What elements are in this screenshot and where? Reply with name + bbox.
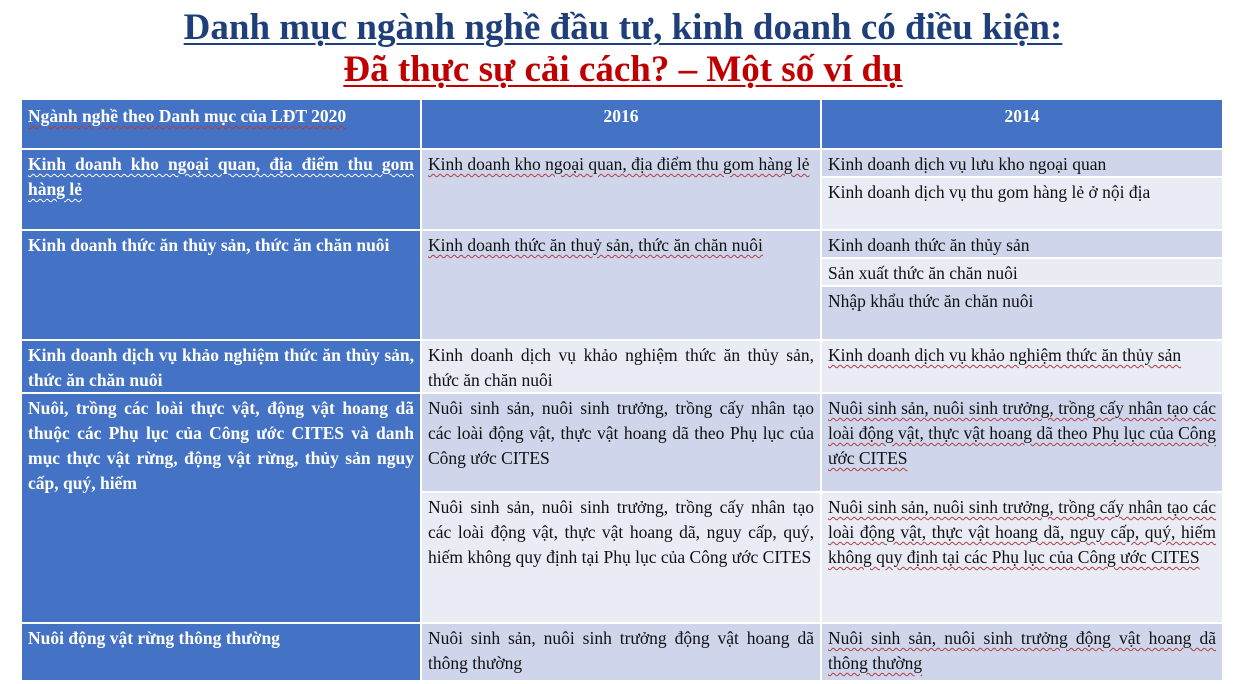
header-2014: 2014 xyxy=(822,100,1222,148)
header-2016: 2016 xyxy=(422,100,820,148)
cell-2016: Kinh doanh kho ngoại quan, địa điểm thu gom hàng lẻ xyxy=(422,150,820,229)
cell-2014: Nuôi sinh sản, nuôi sinh trưởng động vật hoang dã thông thường xyxy=(822,624,1222,680)
cell-2014: Nhập khẩu thức ăn chăn nuôi xyxy=(822,287,1222,339)
cell-2016: Kinh doanh thức ăn thuỷ sản, thức ăn chăn nuôi xyxy=(422,231,820,339)
cell-2014: Kinh doanh thức ăn thủy sản xyxy=(822,231,1222,257)
cell-2014: Kinh doanh dịch vụ thu gom hàng lẻ ở nội địa xyxy=(822,178,1222,229)
category-cell: Nuôi, trồng các loài thực vật, động vật hoang dã thuộc các Phụ lục của Công ước CITES và danh mục thực vật rừng, động vật rừng, thủy sản nguy cấp, quý, hiếm xyxy=(22,394,420,622)
cell-2016: Nuôi sinh sản, nuôi sinh trưởng, trồng cấy nhân tạo các loài động vật, thực vật hoang dã, nguy cấp, quý, hiếm không quy định tại Phụ lục của Công ước CITES xyxy=(422,493,820,622)
category-cell: Kinh doanh dịch vụ khảo nghiệm thức ăn thủy sản, thức ăn chăn nuôi xyxy=(22,341,420,392)
cell-2016: Kinh doanh dịch vụ khảo nghiệm thức ăn thủy sản, thức ăn chăn nuôi xyxy=(422,341,820,392)
category-cell: Nuôi động vật rừng thông thường xyxy=(22,624,420,680)
category-cell: Kinh doanh kho ngoại quan, địa điểm thu gom hàng lẻ xyxy=(22,150,420,229)
cell-2016: Nuôi sinh sản, nuôi sinh trưởng động vật hoang dã thông thường xyxy=(422,624,820,680)
category-cell: Kinh doanh thức ăn thủy sản, thức ăn chăn nuôi xyxy=(22,231,420,339)
cell-2014: Kinh doanh dịch vụ lưu kho ngoại quan xyxy=(822,150,1222,176)
cell-2014: Sản xuất thức ăn chăn nuôi xyxy=(822,259,1222,285)
cell-2016: Nuôi sinh sản, nuôi sinh trưởng, trồng cấy nhân tạo các loài động vật, thực vật hoang dã theo Phụ lục của Công ước CITES xyxy=(422,394,820,491)
header-category: Ngành nghề theo Danh mục của LĐT 2020 xyxy=(22,100,420,148)
cell-2014: Nuôi sinh sản, nuôi sinh trưởng, trồng cấy nhân tạo các loài động vật, thực vật hoang dã theo Phụ lục của Công ước CITES xyxy=(822,394,1222,491)
cell-2014: Nuôi sinh sản, nuôi sinh trưởng, trồng cấy nhân tạo các loài động vật, thực vật hoang dã, nguy cấp, quý, hiếm không quy định tại các Phụ lục của Công ước CITES xyxy=(822,493,1222,622)
slide-title-line2: Đã thực sự cải cách? – Một số ví dụ xyxy=(343,49,903,90)
comparison-table xyxy=(22,100,1222,680)
cell-2014: Kinh doanh dịch vụ khảo nghiệm thức ăn thủy sản xyxy=(822,341,1222,392)
slide-title-line1: Danh mục ngành nghề đầu tư, kinh doanh có điều kiện: xyxy=(183,7,1063,48)
